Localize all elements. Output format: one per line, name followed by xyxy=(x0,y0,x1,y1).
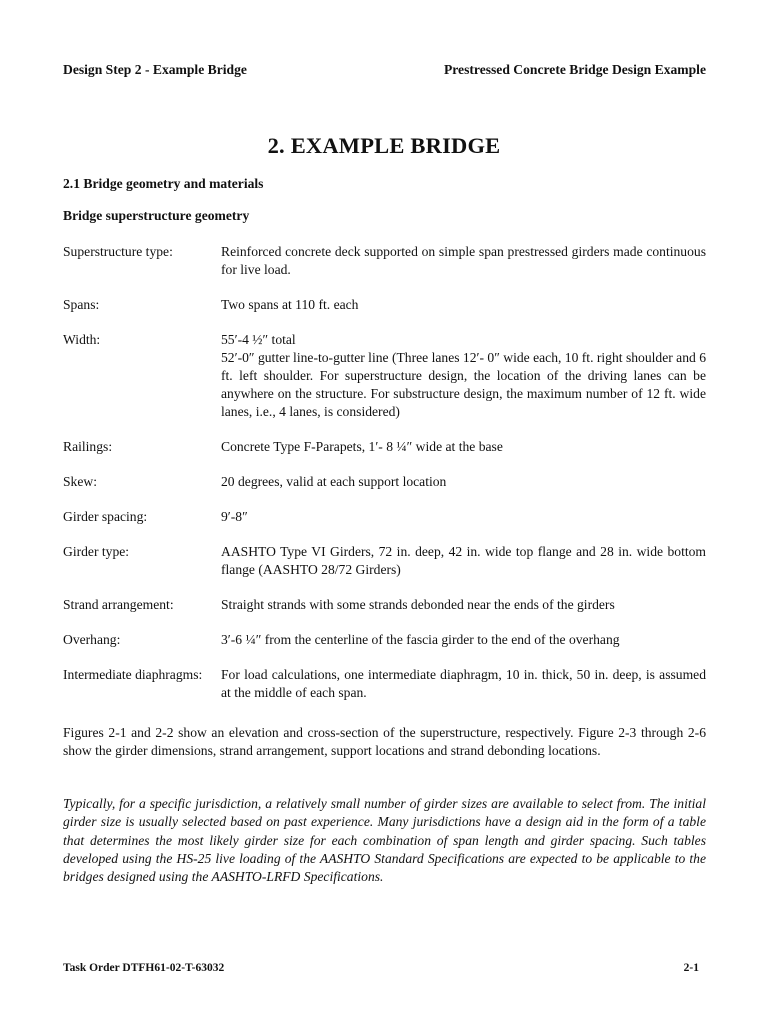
spec-label: Intermediate diaphragms: xyxy=(63,667,203,682)
spec-value-line: AASHTO Type VI Girders, 72 in. deep, 42 in. wide top flange and 28 in. wide bottom flange (AASHTO 28/72 Girders) xyxy=(221,544,706,577)
spec-label: Railings: xyxy=(63,439,113,454)
spec-value xyxy=(221,666,706,702)
spec-row-overhang xyxy=(63,631,706,649)
spec-value xyxy=(221,243,706,279)
body-paragraph-figures: Figures 2-1 and 2-2 show an elevation and cross-section of the superstructure, respectively. Figure 2-3 through 2-6 show the girder dimensions, strand arrangement, support locations and strand debonding locations. xyxy=(63,725,706,759)
spec-value xyxy=(221,473,706,491)
spec-label: Strand arrangement: xyxy=(63,597,174,612)
header-right: Prestressed Concrete Bridge Design Example xyxy=(443,62,706,77)
body-paragraph-italic-note: Typically, for a specific jurisdiction, a relatively small number of girder sizes are available to select from. The initial girder size is usually selected based on past experience. Many jurisdictions have a design aid in the form of a table that determines the most likely girder size for each combination of span length and girder spacing. Such tables developed using the HS-25 live loading of the AASHTO Standard Specifications are expected to be applicable to the bridges designed using the AASHTO-LRFD Specifications. xyxy=(63,796,706,885)
spec-list xyxy=(63,243,706,719)
spec-value xyxy=(221,508,706,526)
spec-value-line: Concrete Type F-Parapets, 1′- 8 ¼″ wide at the base xyxy=(221,439,503,454)
spec-value-line: 55′-4 ½″ total xyxy=(221,332,296,347)
spec-row-railings xyxy=(63,438,706,456)
spec-row-strand-arrangement xyxy=(63,596,706,614)
page-number: 2-1 xyxy=(683,962,699,974)
sub-heading: Bridge superstructure geometry xyxy=(63,208,250,223)
page-footer xyxy=(63,962,699,974)
spec-label: Width: xyxy=(63,332,101,347)
spec-value xyxy=(221,331,706,421)
spec-value-line: 9′-8″ xyxy=(221,509,248,524)
spec-value xyxy=(221,438,706,456)
page-header xyxy=(63,62,706,78)
spec-label: Overhang: xyxy=(63,632,121,647)
spec-row-girder-type xyxy=(63,543,706,579)
spec-value-line: Straight strands with some strands debonded near the ends of the girders xyxy=(221,597,615,612)
spec-value xyxy=(221,596,706,614)
spec-label: Superstructure type: xyxy=(63,244,173,259)
spec-value xyxy=(221,543,706,579)
spec-value-line: 20 degrees, valid at each support location xyxy=(221,474,447,489)
spec-label: Skew: xyxy=(63,474,97,489)
spec-value-line: For load calculations, one intermediate diaphragm, 10 in. thick, 50 in. deep, is assumed at the middle of each span. xyxy=(221,667,706,700)
spec-value xyxy=(221,631,706,649)
spec-label: Girder type: xyxy=(63,544,130,559)
footer-task-order: Task Order DTFH61-02-T-63032 xyxy=(63,962,225,974)
spec-row-spans xyxy=(63,296,706,314)
spec-value-line: 52′-0″ gutter line-to-gutter line (Three lanes 12′- 0″ wide each, 10 ft. right shoulder and 6 ft. left shoulder. For superstructure design, the location of the driving lanes can be anywhere on the structure. For substructure design, the maximum number of 12 ft. wide lanes, i.e., 4 lanes, is considered) xyxy=(221,350,706,419)
section-heading: 2.1 Bridge geometry and materials xyxy=(63,176,264,191)
spec-row-girder-spacing xyxy=(63,508,706,526)
spec-label: Girder spacing: xyxy=(63,509,148,524)
header-left: Design Step 2 - Example Bridge xyxy=(63,62,247,77)
spec-row-width xyxy=(63,331,706,421)
spec-row-intermediate-diaphragms xyxy=(63,666,706,702)
spec-row-skew xyxy=(63,473,706,491)
spec-row-superstructure-type xyxy=(63,243,706,279)
spec-label: Spans: xyxy=(63,297,100,312)
page-title: 2. EXAMPLE BRIDGE xyxy=(267,133,501,158)
spec-value-line: Reinforced concrete deck supported on simple span prestressed girders made continuous for live load. xyxy=(221,244,706,277)
spec-value-line: 3′-6 ¼″ from the centerline of the fascia girder to the end of the overhang xyxy=(221,632,620,647)
spec-value-line: Two spans at 110 ft. each xyxy=(221,297,359,312)
spec-value xyxy=(221,296,706,314)
